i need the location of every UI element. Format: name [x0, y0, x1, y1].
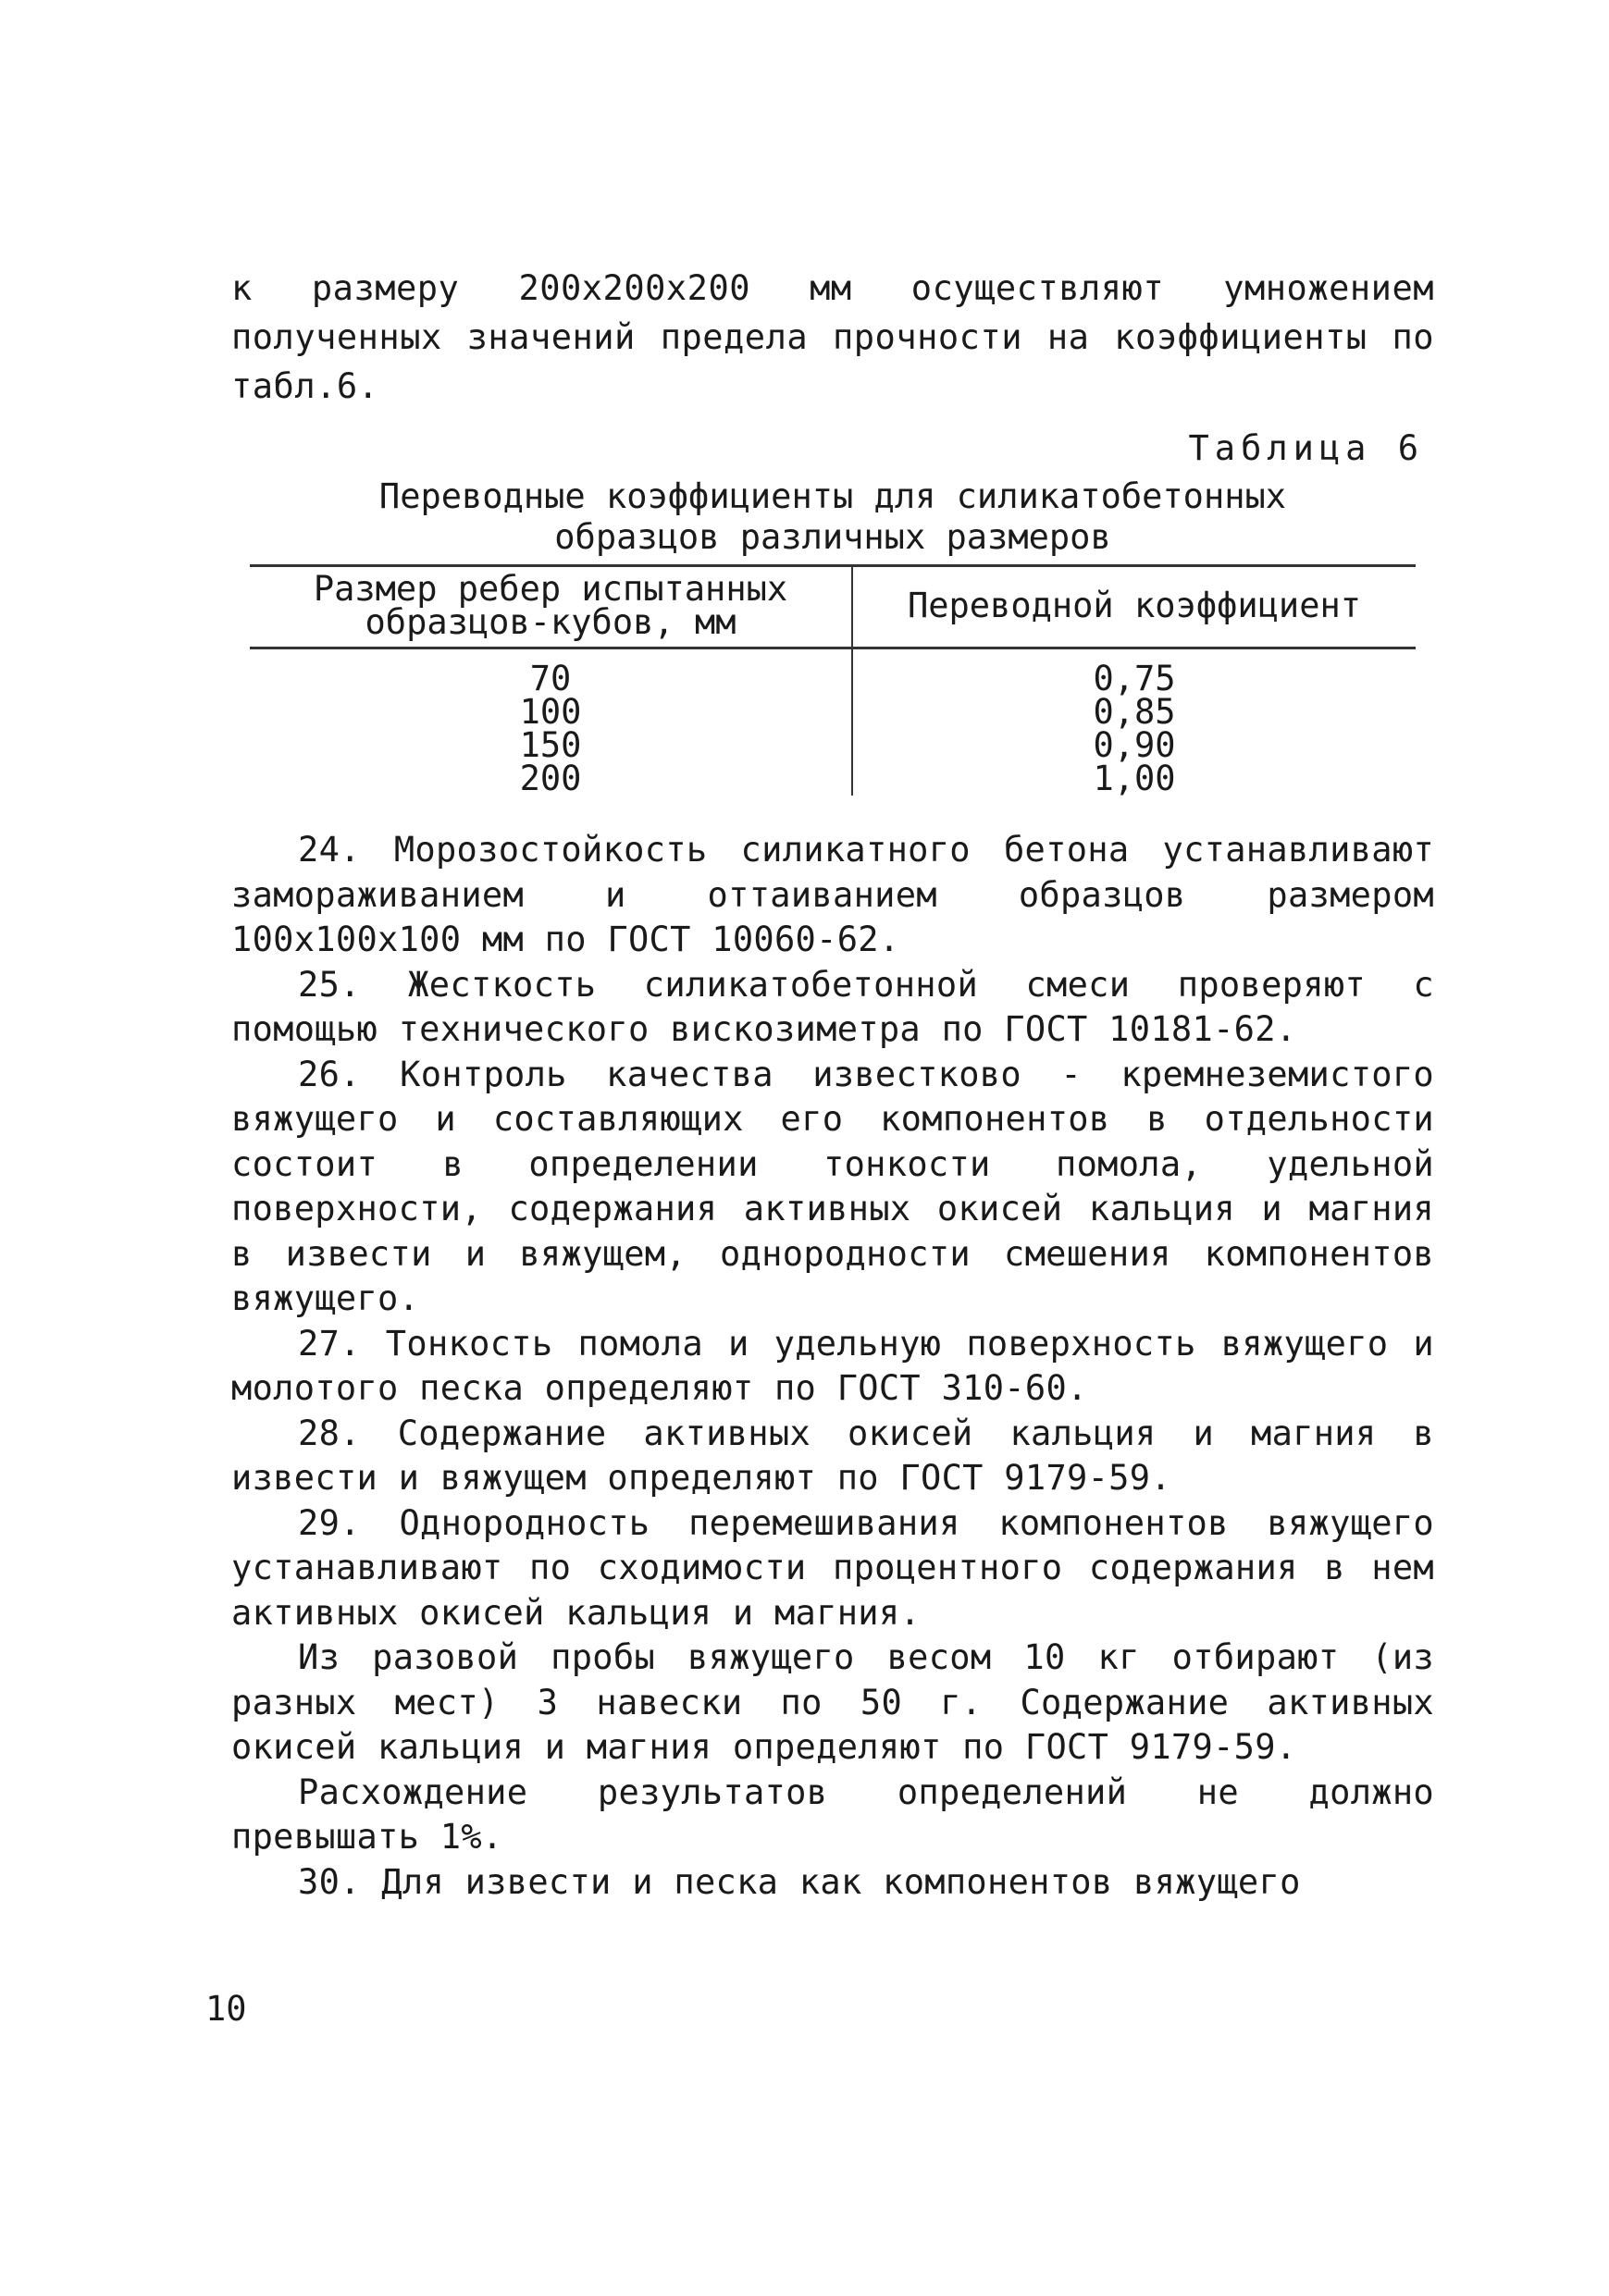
header-coefficient: Переводной коэффициент — [852, 566, 1416, 648]
table-title-line-2: образцов различных размеров — [554, 517, 1111, 557]
conversion-table — [250, 564, 1416, 796]
paragraph-30: 30. Для извести и песка как компонентов вяжущего — [298, 1861, 1301, 1902]
paragraph-24: 24. Морозостойкость силикатного бетона устанавливают замораживанием и оттаиванием образцов размером 100х100х100 мм по ГОСТ 10060-62. — [231, 830, 1434, 959]
cell-coefficient: 1,00 — [1093, 759, 1176, 798]
cell-size: 100 — [250, 696, 852, 729]
table-row — [250, 729, 1416, 762]
cell-size: 200 — [250, 762, 852, 796]
table-title-line-1: Переводные коэффициенты для силикатобетонных — [378, 476, 1287, 516]
paragraph-28: 28. Содержание активных окисей кальция и магния в извести и вяжущем определяют по ГОСТ 9179-59. — [231, 1413, 1434, 1498]
intro-paragraph: к размеру 200х200х200 мм осуществляют умножением полученных значений предела прочности на коэффициенты по табл.6. — [231, 268, 1434, 406]
paragraph-29: 29. Однородность перемешивания компонентов вяжущего устанавливают по сходимости процентного содержания в нем активных окисей кальция и магния. — [231, 1502, 1434, 1633]
intro-text-block — [231, 264, 1434, 411]
cell-size: 150 — [250, 729, 852, 762]
cell-size: 70 — [250, 648, 852, 697]
paragraph-25: 25. Жесткость силикатобетонной смеси проверяют с помощью технического вискозиметра по ГОСТ 10181-62. — [231, 964, 1434, 1049]
table-row — [250, 762, 1416, 796]
header-size — [250, 566, 852, 648]
body-text-block — [231, 828, 1434, 1905]
table-label: Таблица 6 — [1188, 428, 1424, 468]
paragraph-27: 27. Тонкость помола и удельную поверхность вяжущего и молотого песка определяют по ГОСТ 310-60. — [231, 1323, 1434, 1408]
cell-coefficient: 0,85 — [1093, 692, 1176, 732]
table-row — [250, 696, 1416, 729]
header-size-line-2: образцов-кубов, мм — [365, 602, 736, 642]
header-size-line-1: Размер ребер испытанных — [313, 569, 788, 609]
page-number: 10 — [205, 1989, 247, 2029]
paragraph-26: 26. Контроль качества известково - кремнеземистого вяжущего и составляющих его компонентов в отдельности состоит в определении тонкости помола, удельной поверхности, содержания активных окисей кальция и магния в извести и вяжущем, однородности смешения компонентов вяжущего. — [231, 1054, 1434, 1318]
cell-coefficient: 0,90 — [1093, 725, 1176, 765]
cell-coefficient: 0,75 — [1093, 659, 1176, 698]
table-row — [250, 648, 1416, 697]
table-title — [231, 476, 1434, 558]
table-header-row — [250, 566, 1416, 648]
paragraph-sample: Из разовой пробы вяжущего весом 10 кг отбирают (из разных мест) 3 навески по 50 г. Содержание активных окисей кальция и магния определяют по ГОСТ 9179-59. — [231, 1637, 1434, 1767]
paragraph-deviation: Расхождение результатов определений не должно превышать 1%. — [231, 1771, 1434, 1857]
